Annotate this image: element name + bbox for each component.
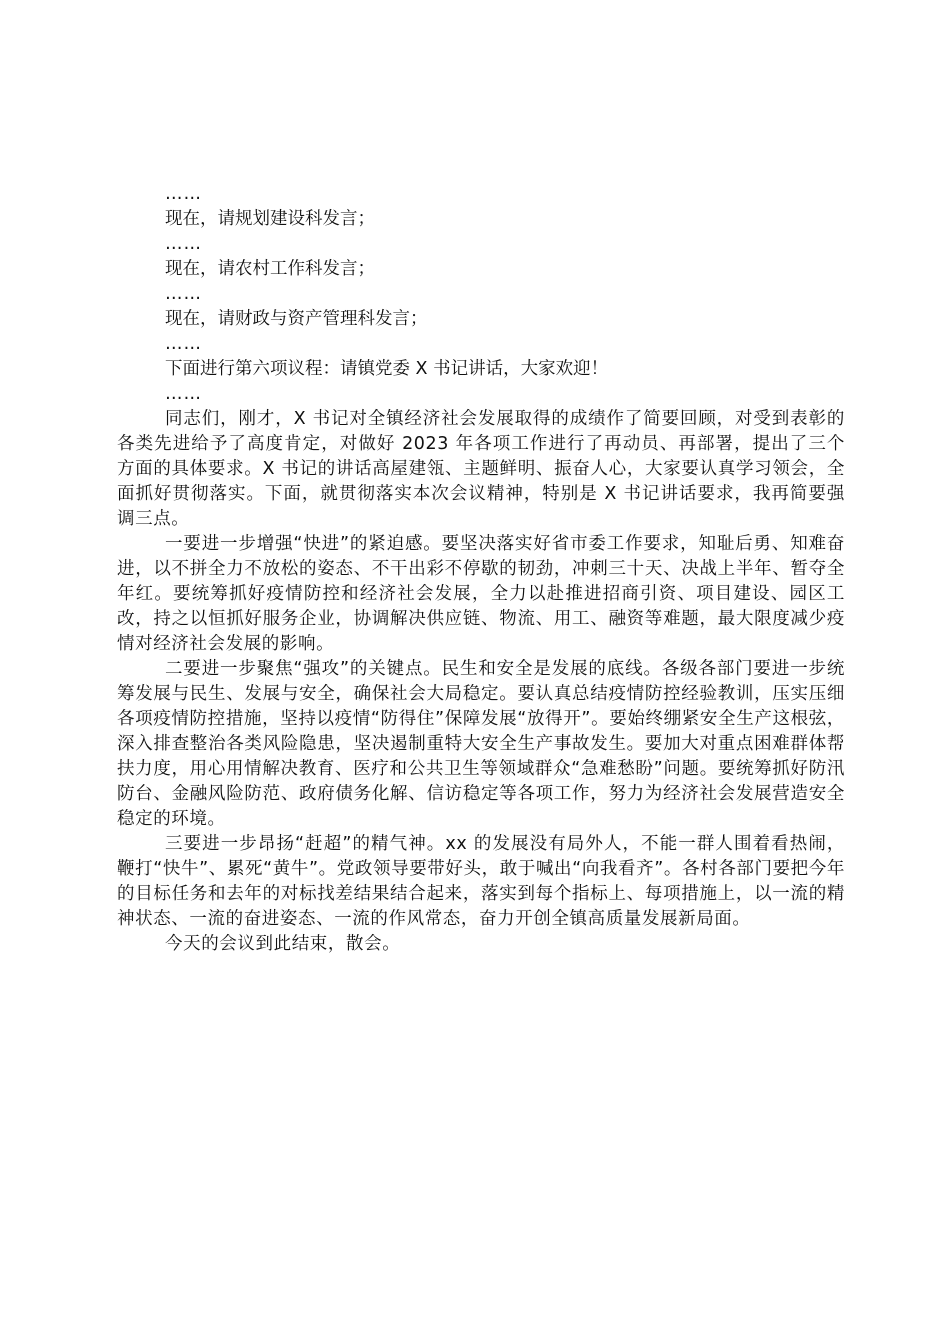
paragraph-point-two: 二要进一步聚焦“强攻”的关键点。民生和安全是发展的底线。各级各部门要进一步统筹发展与民生、发展与安全，确保社会大局稳定。要认真总结疫情防控经验教训，压实压细各项疫情防控措施，坚持以疫情“防得住”保障发展“放得开”。要始终绷紧安全生产这根弦，深入排查整治各类风险隐患，坚决遏制重特大安全生产事故发生。要加大对重点困难群体帮扶力度，用心用情解决教育、医疗和公共卫生等领域群众“急难愁盼”问题。要统筹抓好防汛防台、金融风险防范、政府债务化解、信访稳定等各项工作，努力为经济社会发展营造安全稳定的环境。 bbox=[117, 659, 845, 829]
agenda-line: 现在，请规划建设科发言； bbox=[165, 209, 375, 229]
agenda-line: 下面进行第六项议程：请镇党委 X 书记讲话，大家欢迎！ bbox=[165, 359, 609, 379]
paragraph-point-one: 一要进一步增强“快进”的紧迫感。要坚决落实好省市委工作要求，知耻后勇、知难奋进，以不拼全力不放松的姿态、不干出彩不停歇的韧劲，冲刺三十天、决战上半年、暂夺全年红。要统筹抓好疫情防控和经济社会发展，全力以赴推进招商引资、项目建设、园区工改，持之以恒抓好服务企业，协调解决供应链、物流、用工、融资等难题，最大限度减少疫情对经济社会发展的影响。 bbox=[117, 534, 845, 654]
agenda-line: 现在，请农村工作科发言； bbox=[165, 259, 375, 279]
ellipsis-line: …… bbox=[165, 184, 202, 204]
paragraph-point-three: 三要进一步昂扬“赶超”的精气神。xx 的发展没有局外人，不能一群人围着看热闹，鞭打“快牛”、累死“黄牛”。党政领导要带好头，敢于喊出“向我看齐”。各村各部门要把今年的目标任务和去年的对标找差结果结合起来，落实到每个指标上、每项措施上，以一流的精神状态、一流的奋进姿态、一流的作风常态，奋力开创全镇高质量发展新局面。 bbox=[117, 834, 845, 929]
paragraph-closing: 今天的会议到此结束，散会。 bbox=[165, 934, 401, 954]
ellipsis-line: …… bbox=[165, 234, 202, 254]
paragraph-opening: 同志们，刚才，X 书记对全镇经济社会发展取得的成绩作了简要回顾，对受到表彰的各类先进给予了高度肯定，对做好 2023 年各项工作进行了再动员、再部署，提出了三个方面的具体要求。X 书记的讲话高屋建瓴、主题鲜明、振奋人心，大家要认真学习领会，全面抓好贯彻落实。下面，就贯彻落实本次会议精神，特别是 X 书记讲话要求，我再简要强调三点。 bbox=[117, 409, 845, 529]
document-body bbox=[117, 182, 845, 957]
ellipsis-line: …… bbox=[165, 284, 202, 304]
ellipsis-line: …… bbox=[165, 384, 202, 404]
ellipsis-line: …… bbox=[165, 334, 202, 354]
agenda-line: 现在，请财政与资产管理科发言； bbox=[165, 309, 428, 329]
